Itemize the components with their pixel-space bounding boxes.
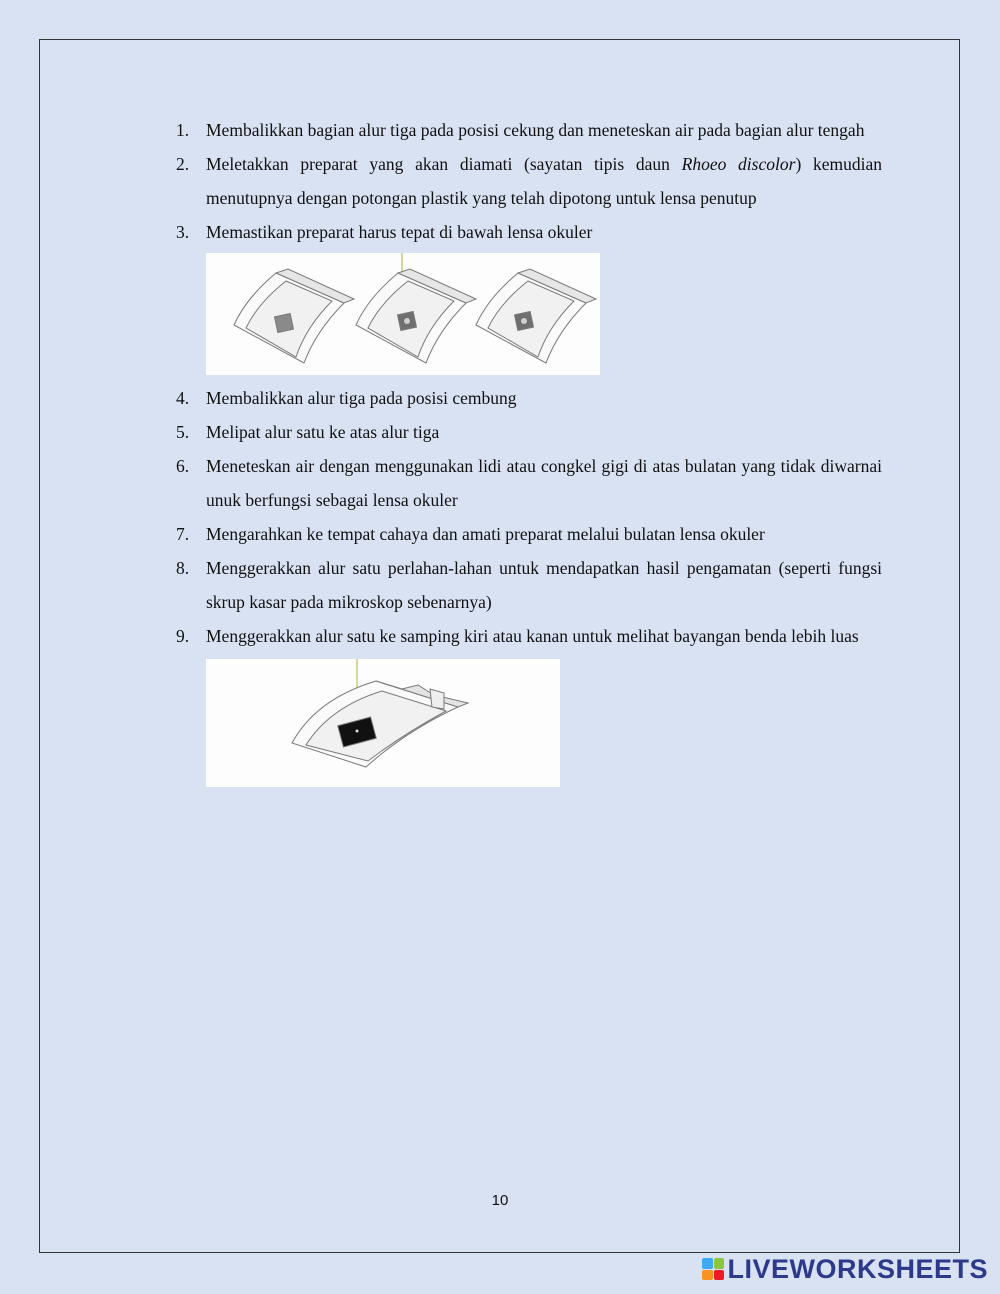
step-text: Memastikan preparat harus tepat di bawah lensa okuler — [206, 222, 593, 242]
step-number: 5. — [176, 422, 190, 442]
step-text: Menggerakkan alur satu ke samping kiri atau kanan untuk melihat bayangan benda lebih luas — [206, 626, 859, 646]
step-number: 8. — [176, 558, 190, 578]
step-text: Meletakkan preparat yang akan diamati (sayatan tipis daun — [206, 154, 682, 174]
microscope-assembly-figure-2 — [206, 659, 560, 787]
step-9 — [166, 619, 882, 653]
instruction-list — [166, 113, 882, 787]
species-name: Rhoeo discolor — [681, 154, 796, 174]
page-number: 10 — [491, 1192, 509, 1209]
liveworksheets-branding — [702, 1253, 988, 1285]
step-1 — [166, 113, 882, 147]
step-number: 6. — [176, 456, 190, 476]
step-number: 1. — [176, 120, 190, 140]
step-text: Membalikkan bagian alur tiga pada posisi cekung dan meneteskan air pada bagian alur tengah — [206, 120, 865, 140]
step-4 — [166, 381, 882, 415]
step-text: Meneteskan air dengan menggunakan lidi atau congkel gigi di atas bulatan yang tidak diwarnai unuk berfungsi sebagai lensa okuler — [206, 456, 882, 510]
step-number: 4. — [176, 388, 190, 408]
step-text: Menggerakkan alur satu perlahan-lahan untuk mendapatkan hasil pengamatan (seperti fungsi skrup kasar pada mikroskop sebenarnya) — [206, 558, 882, 612]
step-number: 7. — [176, 524, 190, 544]
step-text: Mengarahkan ke tempat cahaya dan amati preparat melalui bulatan lensa okuler — [206, 524, 765, 544]
figure-1-item — [166, 253, 882, 375]
step-number: 2. — [176, 154, 190, 174]
step-5 — [166, 415, 882, 449]
figure-2-item — [166, 659, 882, 787]
step-text-continued: ) kemudian menutupnya dengan potongan plastik yang telah dipotong untuk lensa penutup — [206, 154, 882, 208]
step-8 — [166, 551, 882, 619]
step-text: Melipat alur satu ke atas alur tiga — [206, 422, 440, 442]
brand-text: LIVEWORKSHEETS — [727, 1254, 988, 1284]
step-3 — [166, 215, 882, 249]
step-7 — [166, 517, 882, 551]
step-2 — [166, 147, 882, 215]
step-6 — [166, 449, 882, 517]
microscope-assembly-figure-1 — [206, 253, 600, 375]
step-number: 3. — [176, 222, 190, 242]
step-text: Membalikkan alur tiga pada posisi cembung — [206, 388, 517, 408]
liveworksheets-logo-icon — [702, 1258, 724, 1280]
step-number: 9. — [176, 626, 190, 646]
